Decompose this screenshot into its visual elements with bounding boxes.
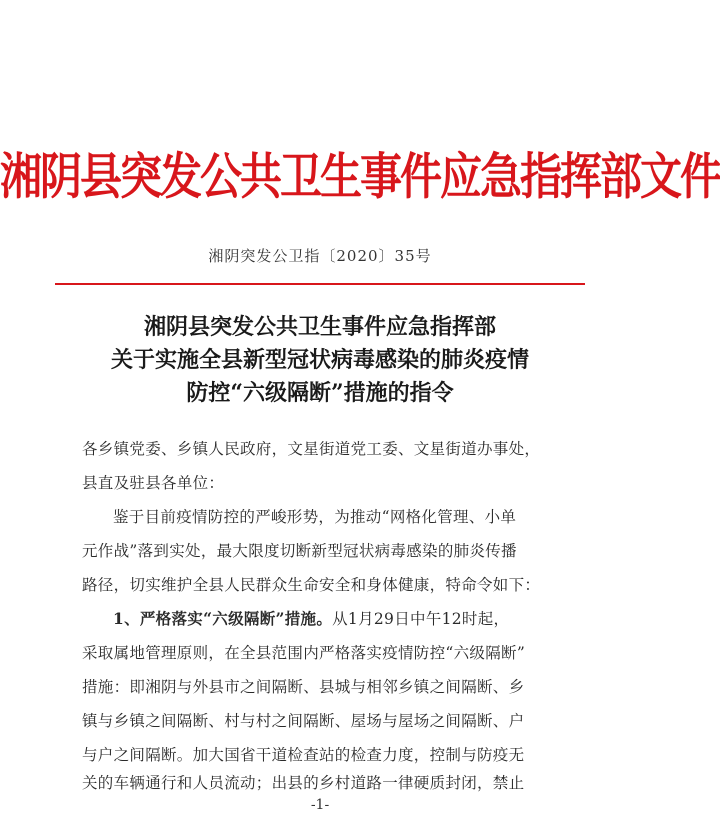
page-number: -1- <box>310 797 330 813</box>
item-1-line-1-text: 从1月29日中午12时起， <box>332 610 510 628</box>
item-1-line-6: 关的车辆通行和人员流动；出县的乡村道路一律硬质封闭，禁止 <box>82 774 525 792</box>
title-line-3: 防控“六级隔断”措施的指令 <box>186 380 454 406</box>
paragraph-1-line-1: 鉴于目前疫情防控的严峻形势，为推动“网格化管理、小单 <box>113 508 517 526</box>
title-line-2: 关于实施全县新型冠状病毒感染的肺炎疫情 <box>110 347 529 373</box>
item-1-line-1 <box>113 607 509 629</box>
item-1-heading: 1、严格落实“六级隔断”措施。 <box>113 609 333 628</box>
org-header-title: 湘阴县突发公共卫生事件应急指挥部文件 <box>0 147 720 206</box>
paragraph-1-line-3: 路径，切实维护全县人民群众生命安全和身体健康，特命令如下： <box>82 576 541 594</box>
document-number: 湘阴突发公卫指〔2020〕35号 <box>208 247 432 265</box>
item-1-line-3: 措施：即湘阴与外县市之间隔断、县城与相邻乡镇之间隔断、乡 <box>82 678 525 696</box>
title-line-1: 湘阴县突发公共卫生事件应急指挥部 <box>143 314 496 340</box>
paragraph-1-line-2: 元作战”落到实处，最大限度切断新型冠状病毒感染的肺炎传播 <box>82 542 517 560</box>
addressee-line-1: 各乡镇党委、乡镇人民政府，文星街道党工委、文星街道办事处， <box>82 440 541 458</box>
item-1-line-2: 采取属地管理原则，在全县范围内严格落实疫情防控“六级隔断” <box>82 644 526 662</box>
item-1-line-5: 与户之间隔断。加大国省干道检查站的检查力度，控制与防疫无 <box>82 746 525 764</box>
addressee-line-2: 县直及驻县各单位： <box>82 474 225 492</box>
item-1-line-4: 镇与乡镇之间隔断、村与村之间隔断、屋场与屋场之间隔断、户 <box>82 712 525 730</box>
red-divider-line <box>55 283 585 285</box>
